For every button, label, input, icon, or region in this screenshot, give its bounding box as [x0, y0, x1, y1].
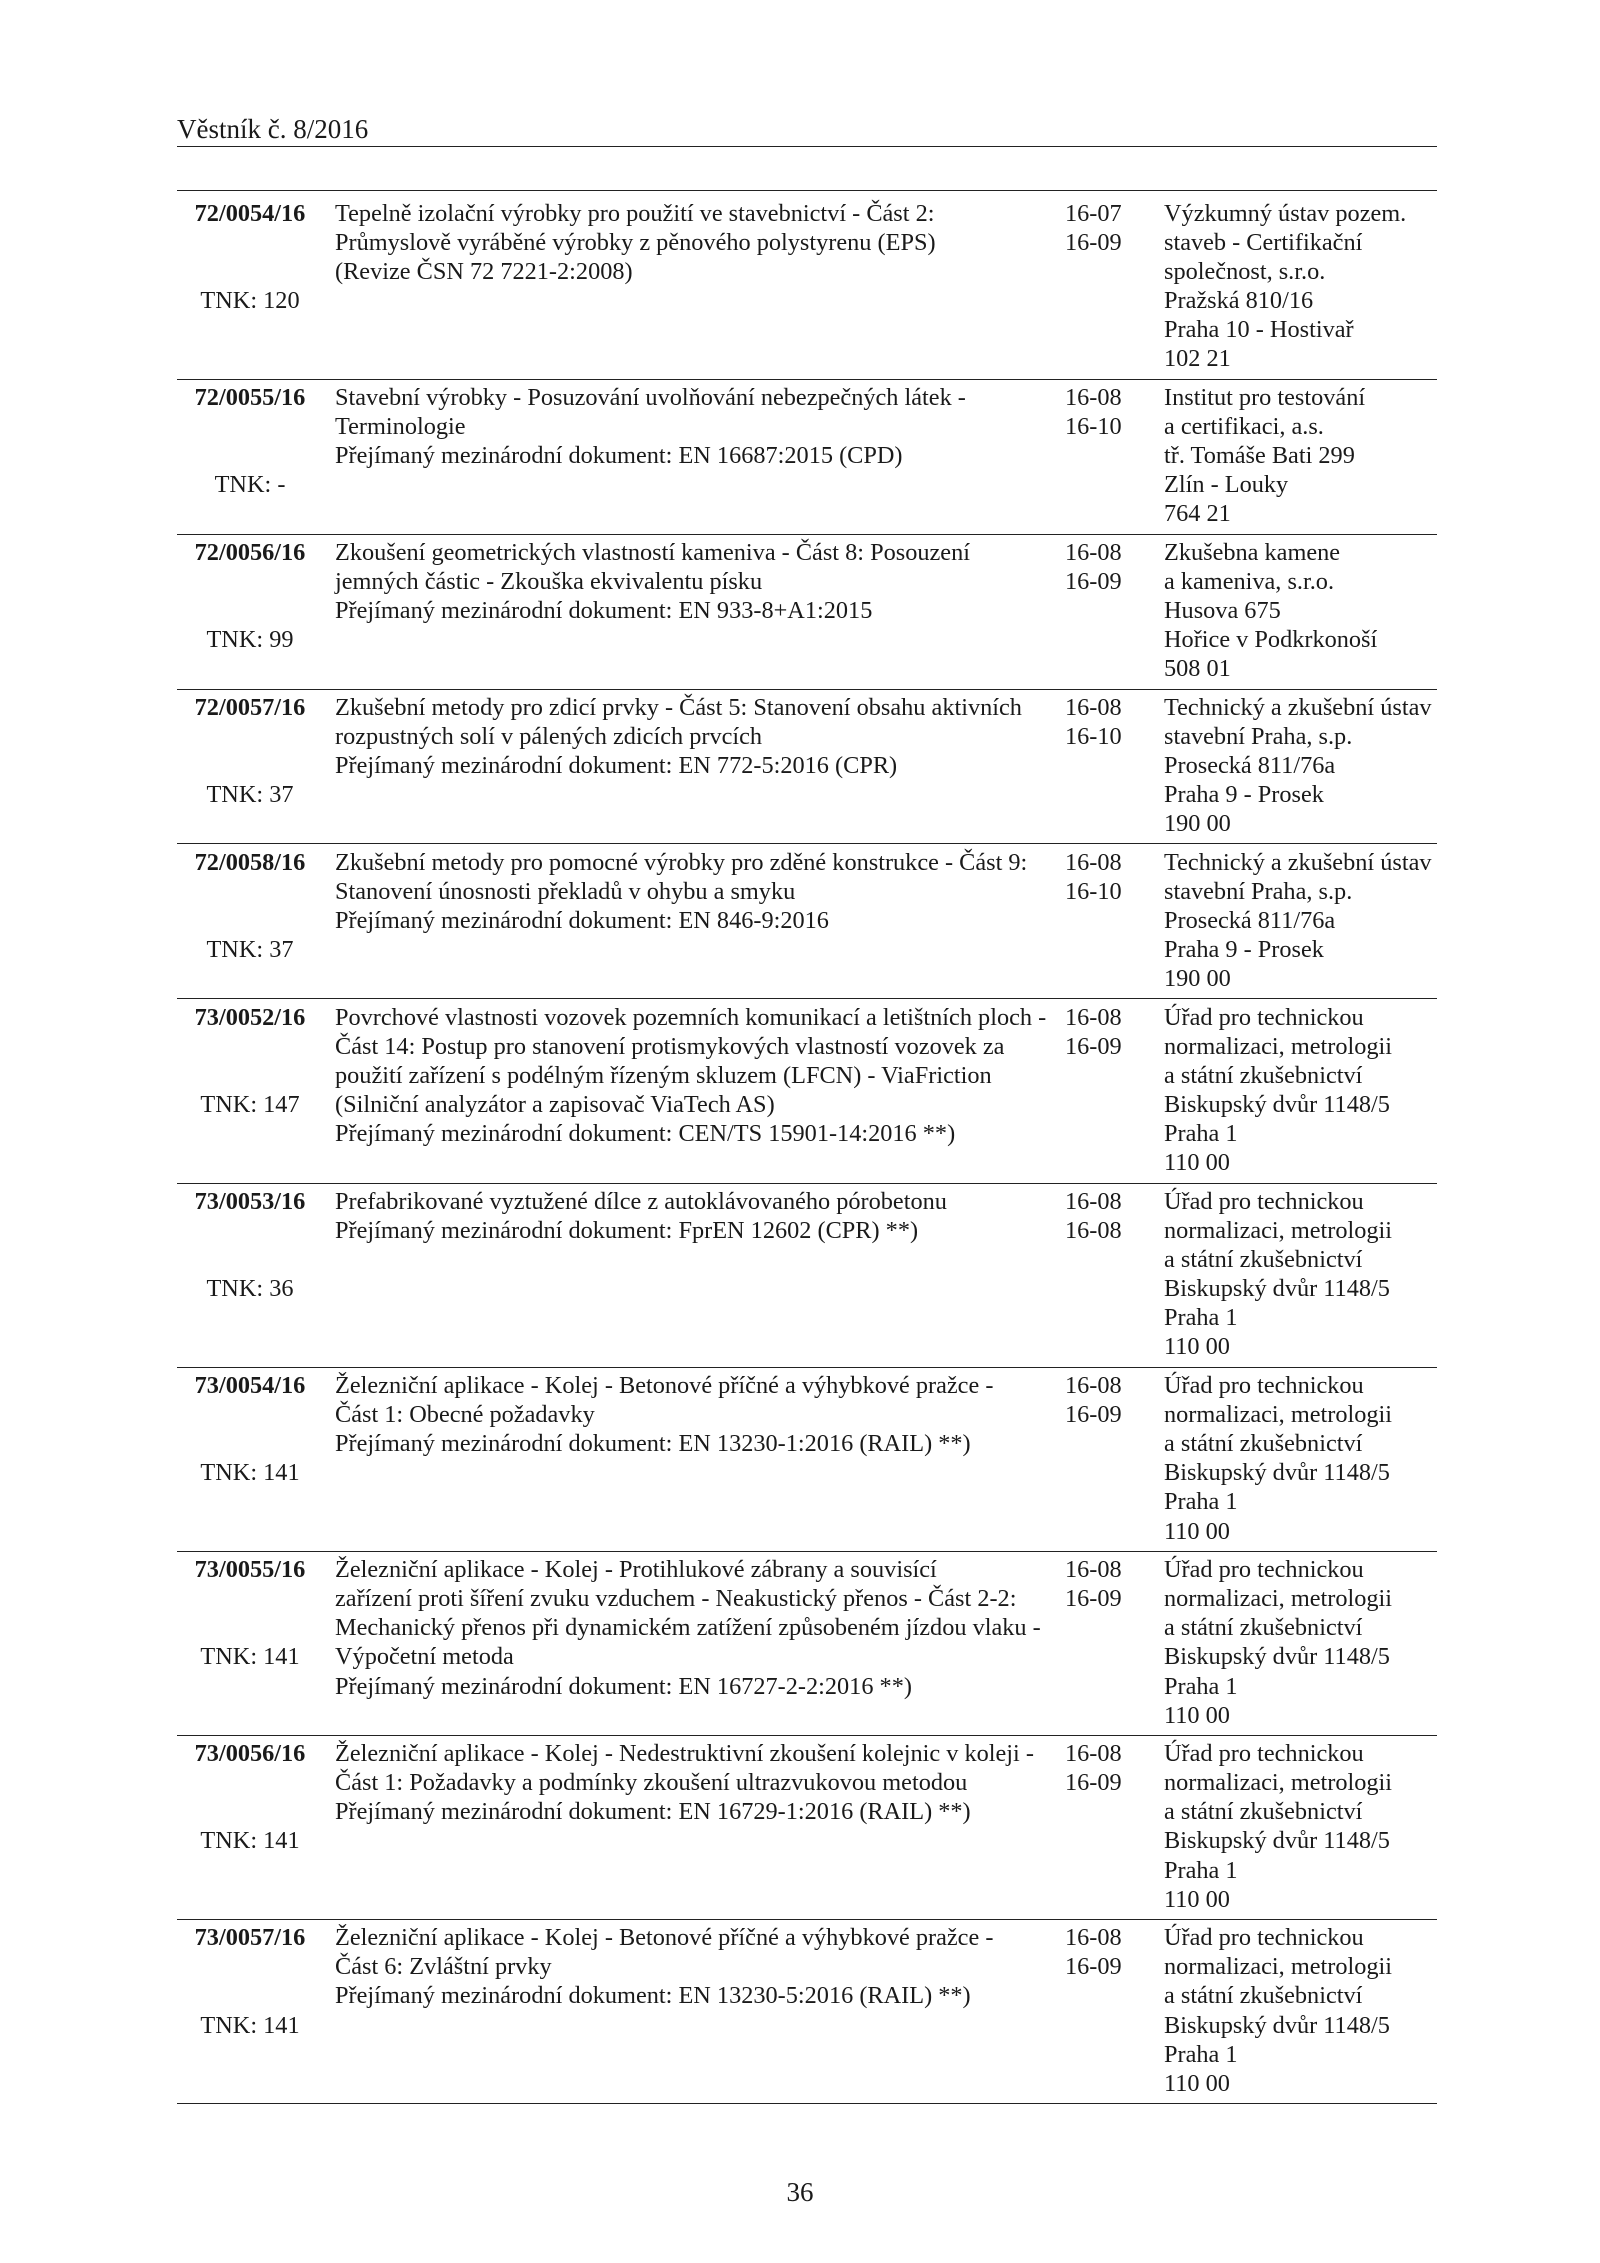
institution-line: 764 21	[1164, 500, 1231, 528]
code-cell	[177, 1739, 323, 1914]
institution-cell	[1153, 383, 1437, 528]
institution-cell	[1153, 1003, 1437, 1178]
description-line: (Silniční analyzátor a zapisovač ViaTech AS)	[335, 1091, 775, 1119]
institution-line: 110 00	[1164, 1517, 1230, 1545]
description-line: (Revize ČSN 72 7221-2:2008)	[335, 258, 633, 286]
institution-line: Praha 1	[1164, 1304, 1238, 1332]
date-line: 16-08	[1065, 1924, 1122, 1952]
description-cell	[323, 1371, 1055, 1546]
table-row	[177, 999, 1437, 1183]
date-line: 16-08	[1065, 1372, 1122, 1400]
description-cell	[323, 693, 1055, 838]
description-line: Zkušební metody pro pomocné výrobky pro zděné konstrukce - Část 9:	[335, 848, 1028, 876]
date-line: 16-08	[1065, 1188, 1122, 1215]
date-line: 16-08	[1065, 1556, 1122, 1584]
institution-line: Praha 1	[1164, 2040, 1238, 2068]
description-line: Přejímaný mezinárodní dokument: EN 846-9:2016	[335, 907, 829, 935]
institution-line: Husova 675	[1164, 597, 1281, 625]
standard-code: 73/0052/16	[194, 1003, 306, 1031]
institution-line: Praha 9 - Prosek	[1164, 781, 1324, 809]
tnk-number: TNK: 99	[206, 626, 294, 654]
institution-cell	[1153, 693, 1437, 838]
dates-cell	[1055, 1371, 1153, 1546]
institution-line: 508 01	[1164, 655, 1231, 683]
description-cell	[323, 538, 1055, 683]
code-cell	[177, 1923, 323, 2098]
publication-header	[177, 112, 1437, 147]
date-line: 16-09	[1065, 568, 1122, 596]
institution-line: 102 21	[1164, 345, 1231, 373]
institution-line: Prosecká 811/76a	[1164, 752, 1336, 780]
tnk-number: TNK: 141	[200, 1459, 300, 1487]
institution-line: normalizaci, metrologii	[1164, 1585, 1393, 1613]
standard-code: 72/0054/16	[194, 200, 306, 227]
description-line: Přejímaný mezinárodní dokument: EN 16729-1:2016 (RAIL) **)	[335, 1798, 971, 1826]
description-cell	[323, 1555, 1055, 1730]
institution-cell	[1153, 1923, 1437, 2098]
date-line: 16-09	[1065, 1953, 1122, 1981]
dates-cell	[1055, 383, 1153, 528]
institution-line: normalizaci, metrologii	[1164, 1401, 1393, 1429]
description-line: Mechanický přenos při dynamickém zatížení způsobeném jízdou vlaku -	[335, 1614, 1041, 1642]
institution-line: a certifikaci, a.s.	[1164, 413, 1324, 441]
institution-line: společnost, s.r.o.	[1164, 258, 1326, 286]
description-line: Přejímaný mezinárodní dokument: FprEN 12602 (CPR) **)	[335, 1217, 919, 1245]
institution-line: normalizaci, metrologii	[1164, 1769, 1393, 1797]
description-line: Přejímaný mezinárodní dokument: EN 16687:2015 (CPD)	[335, 442, 903, 470]
institution-line: Praha 1	[1164, 1488, 1238, 1516]
code-cell	[177, 1371, 323, 1546]
date-line: 16-08	[1065, 1003, 1122, 1031]
description-line: Přejímaný mezinárodní dokument: EN 13230-5:2016 (RAIL) **)	[335, 1982, 971, 2010]
description-line: rozpustných solí v pálených zdicích prvcích	[335, 723, 763, 751]
dates-cell	[1055, 848, 1153, 993]
table-row	[177, 1552, 1437, 1736]
code-cell	[177, 693, 323, 838]
date-line: 16-09	[1065, 1033, 1122, 1061]
description-line: Stanovení únosnosti překladů v ohybu a smyku	[335, 878, 796, 906]
institution-line: Praha 9 - Prosek	[1164, 936, 1324, 964]
institution-line: Praha 1	[1164, 1120, 1238, 1148]
standard-code: 72/0056/16	[194, 539, 306, 567]
institution-line: Institut pro testování	[1164, 384, 1366, 412]
description-line: Přejímaný mezinárodní dokument: EN 772-5:2016 (CPR)	[335, 752, 898, 780]
standard-code: 73/0054/16	[194, 1372, 306, 1400]
description-line: Železniční aplikace - Kolej - Betonové příčné a výhybkové pražce -	[335, 1924, 994, 1952]
table-row	[177, 690, 1437, 845]
description-line: Přejímaný mezinárodní dokument: EN 933-8+A1:2015	[335, 597, 873, 625]
date-line: 16-09	[1065, 1401, 1122, 1429]
institution-line: Biskupský dvůr 1148/5	[1164, 1459, 1390, 1487]
institution-line: 110 00	[1164, 1149, 1230, 1177]
institution-line: a státní zkušebnictví	[1164, 1246, 1363, 1274]
description-line: Stavební výrobky - Posuzování uvolňování nebezpečných látek -	[335, 384, 966, 412]
institution-line: a státní zkušebnictví	[1164, 1798, 1363, 1826]
description-line: Přejímaný mezinárodní dokument: EN 16727-2-2:2016 **)	[335, 1672, 912, 1700]
tnk-number: TNK: 147	[200, 1091, 300, 1119]
institution-line: stavební Praha, s.p.	[1164, 723, 1353, 751]
code-cell	[177, 1555, 323, 1730]
description-cell	[323, 1739, 1055, 1914]
description-cell	[323, 1187, 1055, 1362]
code-cell	[177, 538, 323, 683]
institution-line: Úřad pro technickou	[1164, 1372, 1364, 1400]
table-row	[177, 1920, 1437, 2104]
tnk-number: TNK: 36	[206, 1275, 294, 1303]
date-line: 16-08	[1065, 539, 1122, 567]
institution-line: normalizaci, metrologii	[1164, 1033, 1393, 1061]
institution-cell	[1153, 1555, 1437, 1730]
code-cell	[177, 848, 323, 993]
date-line: 16-09	[1065, 229, 1122, 257]
table-row	[177, 1736, 1437, 1920]
standard-code: 72/0058/16	[194, 848, 306, 876]
institution-line: 110 00	[1164, 2069, 1230, 2097]
tnk-number: TNK: 120	[200, 287, 300, 315]
institution-line: Pražská 810/16	[1164, 287, 1314, 315]
date-line: 16-08	[1065, 1217, 1122, 1245]
description-line: Část 6: Zvláštní prvky	[335, 1953, 552, 1981]
description-line: Železniční aplikace - Kolej - Nedestruktivní zkoušení kolejnic v koleji -	[335, 1740, 1034, 1768]
page-number: 36	[786, 2177, 814, 2207]
institution-line: Biskupský dvůr 1148/5	[1164, 1643, 1390, 1671]
institution-line: a státní zkušebnictví	[1164, 1982, 1363, 2010]
standard-code: 72/0057/16	[194, 694, 306, 721]
institution-line: normalizaci, metrologii	[1164, 1953, 1393, 1981]
description-line: Přejímaný mezinárodní dokument: CEN/TS 15901-14:2016 **)	[335, 1120, 956, 1148]
description-line: Část 1: Požadavky a podmínky zkoušení ultrazvukovou metodou	[335, 1769, 968, 1797]
institution-line: Úřad pro technickou	[1164, 1003, 1364, 1031]
institution-line: Biskupský dvůr 1148/5	[1164, 1827, 1390, 1855]
institution-line: Hořice v Podkrkonoší	[1164, 626, 1378, 654]
institution-cell	[1153, 1739, 1437, 1914]
institution-line: a kameniva, s.r.o.	[1164, 568, 1335, 596]
description-line: použití zařízení s podélným řízeným skluzem (LFCN) - ViaFriction	[335, 1062, 992, 1090]
description-line: Zkoušení geometrických vlastností kameniva - Část 8: Posouzení	[335, 539, 970, 567]
institution-line: Praha 1	[1164, 1856, 1238, 1884]
institution-line: stavební Praha, s.p.	[1164, 878, 1353, 906]
description-cell	[323, 383, 1055, 528]
institution-cell	[1153, 848, 1437, 993]
institution-line: a státní zkušebnictví	[1164, 1062, 1363, 1090]
table-row	[177, 1368, 1437, 1552]
institution-cell	[1153, 538, 1437, 683]
code-cell	[177, 383, 323, 528]
institution-line: staveb - Certifikační	[1164, 229, 1363, 257]
description-line: Část 14: Postup pro stanovení protismykových vlastností vozovek za	[335, 1033, 1005, 1061]
description-line: Prefabrikované vyztužené dílce z autoklávovaného pórobetonu	[335, 1188, 947, 1215]
table-row	[177, 535, 1437, 690]
dates-cell	[1055, 1555, 1153, 1730]
institution-line: Technický a zkušební ústav	[1164, 848, 1432, 876]
description-line: zařízení proti šíření zvuku vzduchem - Neakustický přenos - Část 2-2:	[335, 1585, 1017, 1613]
dates-cell	[1055, 538, 1153, 683]
dates-cell	[1055, 693, 1153, 838]
institution-line: Praha 10 - Hostivař	[1164, 316, 1354, 344]
table-row	[177, 1184, 1437, 1368]
institution-line: 190 00	[1164, 810, 1231, 838]
institution-line: Biskupský dvůr 1148/5	[1164, 1275, 1390, 1303]
institution-line: Výzkumný ústav pozem.	[1164, 200, 1407, 227]
tnk-number: TNK: 37	[206, 936, 294, 964]
standards-table	[177, 190, 1437, 2104]
date-line: 16-10	[1065, 413, 1122, 441]
institution-line: normalizaci, metrologii	[1164, 1217, 1393, 1245]
date-line: 16-09	[1065, 1769, 1122, 1797]
tnk-number: TNK: 141	[200, 1643, 300, 1671]
code-cell	[177, 1187, 323, 1362]
tnk-number: TNK: 141	[200, 1827, 300, 1855]
institution-line: Biskupský dvůr 1148/5	[1164, 1091, 1390, 1119]
institution-line: 190 00	[1164, 965, 1231, 993]
table-row	[177, 191, 1437, 380]
standard-code: 73/0053/16	[194, 1188, 306, 1215]
institution-line: Úřad pro technickou	[1164, 1188, 1364, 1215]
institution-line: 110 00	[1164, 1885, 1230, 1913]
institution-line: Zlín - Louky	[1164, 471, 1289, 499]
code-cell	[177, 199, 323, 374]
institution-line: Technický a zkušební ústav	[1164, 694, 1432, 721]
date-line: 16-08	[1065, 848, 1122, 876]
code-cell	[177, 1003, 323, 1178]
description-line: Povrchové vlastnosti vozovek pozemních komunikací a letištních ploch -	[335, 1003, 1047, 1031]
date-line: 16-08	[1065, 1740, 1122, 1768]
dates-cell	[1055, 199, 1153, 374]
institution-line: Úřad pro technickou	[1164, 1924, 1364, 1952]
description-line: Železniční aplikace - Kolej - Protihlukové zábrany a souvisící	[335, 1556, 937, 1584]
institution-line: Úřad pro technickou	[1164, 1556, 1364, 1584]
description-line: Průmyslově vyráběné výrobky z pěnového polystyrenu (EPS)	[335, 229, 936, 257]
table-row	[177, 380, 1437, 535]
description-line: Železniční aplikace - Kolej - Betonové příčné a výhybkové pražce -	[335, 1372, 994, 1400]
date-line: 16-10	[1065, 878, 1122, 906]
standard-code: 73/0056/16	[194, 1740, 306, 1768]
standard-code: 73/0055/16	[194, 1556, 306, 1584]
institution-cell	[1153, 199, 1437, 374]
tnk-number: TNK: 37	[206, 781, 294, 809]
dates-cell	[1055, 1187, 1153, 1362]
description-line: Část 1: Obecné požadavky	[335, 1401, 595, 1429]
publication-title: Věstník č. 8/2016	[177, 114, 369, 144]
description-cell	[323, 1923, 1055, 2098]
description-line: Přejímaný mezinárodní dokument: EN 13230-1:2016 (RAIL) **)	[335, 1430, 971, 1458]
dates-cell	[1055, 1923, 1153, 2098]
institution-line: tř. Tomáše Bati 299	[1164, 442, 1355, 470]
institution-line: Prosecká 811/76a	[1164, 907, 1336, 935]
description-line: Zkušební metody pro zdicí prvky - Část 5: Stanovení obsahu aktivních	[335, 694, 1022, 721]
institution-cell	[1153, 1371, 1437, 1546]
institution-line: Praha 1	[1164, 1672, 1238, 1700]
standard-code: 72/0055/16	[194, 384, 306, 412]
institution-line: 110 00	[1164, 1701, 1230, 1729]
date-line: 16-07	[1065, 200, 1122, 227]
tnk-number: TNK: 141	[200, 2011, 300, 2039]
institution-line: Biskupský dvůr 1148/5	[1164, 2011, 1390, 2039]
institution-line: Úřad pro technickou	[1164, 1740, 1364, 1768]
table-row	[177, 844, 1437, 999]
date-line: 16-08	[1065, 384, 1122, 412]
standard-code: 73/0057/16	[194, 1924, 306, 1952]
institution-line: Zkušebna kamene	[1164, 539, 1341, 567]
description-cell	[323, 848, 1055, 993]
institution-line: 110 00	[1164, 1333, 1230, 1361]
dates-cell	[1055, 1739, 1153, 1914]
description-line: Tepelně izolační výrobky pro použití ve stavebnictví - Část 2:	[335, 200, 935, 227]
description-line: jemných částic - Zkouška ekvivalentu písku	[335, 568, 763, 596]
description-line: Terminologie	[335, 413, 466, 441]
description-cell	[323, 199, 1055, 374]
description-cell	[323, 1003, 1055, 1178]
institution-line: a státní zkušebnictví	[1164, 1614, 1363, 1642]
institution-cell	[1153, 1187, 1437, 1362]
date-line: 16-10	[1065, 723, 1122, 751]
description-line: Výpočetní metoda	[335, 1643, 514, 1671]
tnk-number: TNK: -	[214, 471, 286, 499]
date-line: 16-09	[1065, 1585, 1122, 1613]
institution-line: a státní zkušebnictví	[1164, 1430, 1363, 1458]
dates-cell	[1055, 1003, 1153, 1178]
date-line: 16-08	[1065, 694, 1122, 721]
